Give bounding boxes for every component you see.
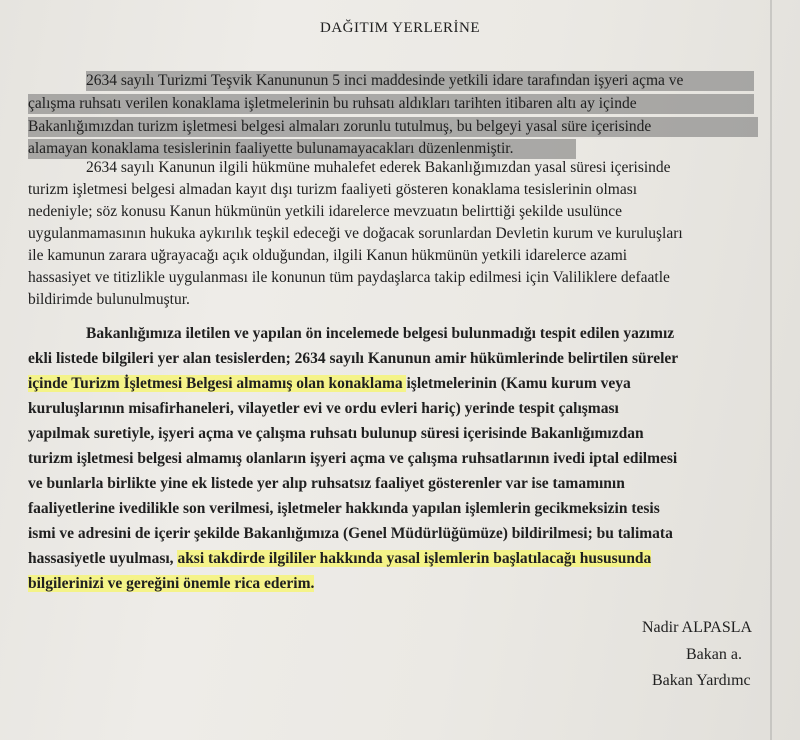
signatory-authority: Bakan a. xyxy=(686,646,742,663)
paragraph-2-line-5: ile kamunun zarara uğrayacağı açık olduğundan, ilgili Kanun hükmünün yetkili idarelerce azami xyxy=(28,247,628,264)
paragraph-3-line-2: ekli listede bilgileri yer alan tesislerden; 2634 sayılı Kanunun amir hükümlerinde belirtilen süreler xyxy=(28,350,679,367)
signatory-name: Nadir ALPASLA xyxy=(642,619,753,636)
paragraph-3-line-9: ismi ve adresini de içerir şekilde Bakanlığımıza (Genel Müdürlüğümüze) bildirilmesi; bu talimata xyxy=(28,525,673,542)
document-title: DAĞITIM YERLERİNE xyxy=(319,20,480,36)
paragraph-2-line-4: uygulanmamasının hukuka aykırılık teşkil edeceği ve doğacak sorunlardan Devletin kurum ve kuruluşları xyxy=(28,225,683,242)
highlighted-phrase: içinde Turizm İşletmesi Belgesi almamış olan konaklama xyxy=(28,375,407,392)
paragraph-3-line-6: turizm işletmesi belgesi almamış olanların işyeri açma ve çalışma ruhsatlarının ivedi iptal edilmesi xyxy=(28,450,678,467)
highlighted-phrase: bilgilerinizi ve gereğini önemle rica ederim. xyxy=(28,575,315,592)
paragraph-3-line-3: içinde Turizm İşletmesi Belgesi almamış olan konaklama işletmelerinin (Kamu kurum veya xyxy=(28,375,631,392)
paragraph-3-line-8: faaliyetlerine ivedilikle son verilmesi, işletmeler hakkında yapılan işlemlerin gecikmeksizin tesis xyxy=(28,500,660,517)
paragraph-2-line-6: hassasiyet ve titizlikle uygulanması ile konunun tüm paydaşlarca takip edilmesi için Valiliklere defaatle xyxy=(28,269,670,286)
paragraph-1-line-2: çalışma ruhsatı verilen konaklama işletmelerinin bu ruhsatı aldıkları tarihten itibaren altı ay içinde xyxy=(28,94,754,114)
paragraph-3-line-11 xyxy=(28,574,314,594)
paragraph-3-line-1: Bakanlığımıza iletilen ve yapılan ön incelemede belgesi bulunmadığı tespit edilen yazımız xyxy=(86,325,675,342)
paragraph-2-line-7: bildirimde bulunulmuştur. xyxy=(28,291,190,308)
paragraph-1-line-4: alamayan konaklama tesislerinin faaliyette bulunamayacakları düzenlenmiştir. xyxy=(28,139,576,159)
signatory-title: Bakan Yardımc xyxy=(652,672,751,689)
highlighted-phrase: aksi takdirde ilgililer hakkında yasal işlemlerin başlatılacağı hususunda xyxy=(177,550,652,567)
paragraph-2-line-1: 2634 sayılı Kanunun ilgili hükmüne muhalefet ederek Bakanlığımızdan yasal süresi içerisinde xyxy=(86,159,671,176)
paragraph-1-line-3: Bakanlığımızdan turizm işletmesi belgesi almaları zorunlu tutulmuş, bu belgeyi yasal süre içerisinde xyxy=(28,117,758,137)
paper-fold xyxy=(770,0,772,740)
paragraph-2-line-3: nedeniyle; söz konusu Kanun hükmünün yetkili idarelerce mevzuatın belirttiği şekilde usulünce xyxy=(28,203,623,220)
paragraph-3-line-7: ve bunlarla birlikte yine ek listede yer alıp ruhsatsız faaliyet gösterenler var ise tamamının xyxy=(28,475,625,492)
paragraph-3-line-10: hassasiyetle uyulması, aksi takdirde ilgililer hakkında yasal işlemlerin başlatılacağı hususunda xyxy=(28,550,652,567)
paragraph-3-line-4: kuruluşlarının misafirhaneleri, vilayetler evi ve ordu evleri hariç) yerinde tespit çalışması xyxy=(28,400,619,417)
paragraph-1-line-1: 2634 sayılı Turizmi Teşvik Kanununun 5 inci maddesinde yetkili idare tarafından işyeri açma ve xyxy=(86,71,754,91)
paragraph-3-line-5: yapılmak suretiyle, işyeri açma ve çalışma ruhsatı bulunup süresi içerisinde Bakanlığımızdan xyxy=(28,425,644,442)
paragraph-2-line-2: turizm işletmesi belgesi almadan kayıt dışı turizm faaliyeti gösteren konaklama tesislerinin olması xyxy=(28,181,638,198)
